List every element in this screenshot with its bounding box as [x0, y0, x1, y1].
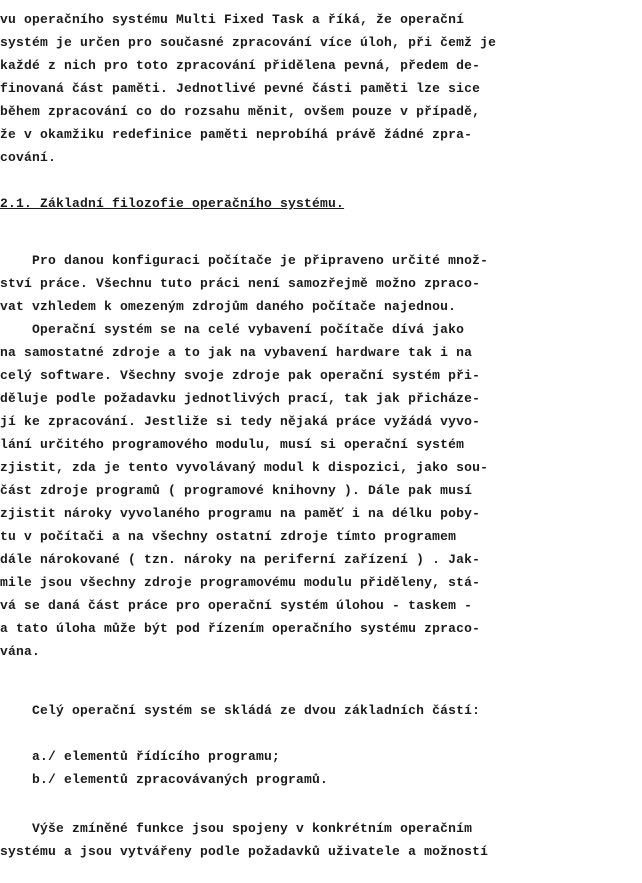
paragraph-line: celý software. Všechny svoje zdroje pak operační systém při-	[0, 368, 481, 383]
paragraph-line: zjistit, zda je tento vyvolávaný modul k dispozici, jako sou-	[0, 460, 489, 475]
paragraph-line: mile jsou všechny zdroje programovému modulu přiděleny, stá-	[0, 575, 481, 590]
paragraph-line: lání určitého programového modulu, musí si operační systém	[0, 437, 465, 452]
paragraph-line: dále nárokované ( tzn. nároky na periferní zařízení ) . Jak-	[0, 552, 481, 567]
paragraph-line: Operační systém se na celé vybavení počítače dívá jako	[0, 322, 465, 337]
paragraph-line: systému a jsou vytvářeny podle požadavků uživatele a možností	[0, 844, 489, 859]
list-item: b./ elementů zpracovávaných programů.	[0, 772, 329, 787]
paragraph-line: vat vzhledem k omezeným zdrojům daného počítače najednou.	[0, 299, 457, 314]
paragraph-line: vá se daná část práce pro operační systém úlohou - taskem -	[0, 598, 473, 613]
paragraph-line: Pro danou konfiguraci počítače je připraveno určité množ-	[0, 253, 489, 268]
paragraph-line: na samostatné zdroje a to jak na vybavení hardware tak i na	[0, 345, 473, 360]
paragraph-line: tu v počítači a na všechny ostatní zdroje tímto programem	[0, 529, 457, 544]
paragraph-line: a tato úloha může být pod řízením operačního systému zpraco-	[0, 621, 481, 636]
paragraph-line: zjistit nároky vyvolaného programu na paměť i na délku poby-	[0, 506, 481, 521]
intro-line: během zpracování co do rozsahu měnit, ovšem pouze v případě,	[0, 104, 481, 119]
paragraph-line: Celý operační systém se skládá ze dvou základních částí:	[0, 703, 481, 718]
list-item: a./ elementů řídícího programu;	[0, 749, 281, 764]
paragraph-line: Výše zmíněné funkce jsou spojeny v konkrétním operačním	[0, 821, 473, 836]
paragraph-line: ství práce. Všechnu tuto práci není samozřejmě možno zpraco-	[0, 276, 481, 291]
intro-line: cování.	[0, 150, 57, 165]
intro-line: systém je určen pro současné zpracování více úloh, při čemž je	[0, 35, 497, 50]
section-heading: 2.1. Základní filozofie operačního systému.	[0, 196, 345, 211]
intro-line: každé z nich pro toto zpracování přidělena pevná, předem de-	[0, 58, 481, 73]
paragraph-line: děluje podle požadavku jednotlivých prací, tak jak přicháze-	[0, 391, 481, 406]
intro-line: vu operačního systému Multi Fixed Task a říká, že operační	[0, 12, 465, 27]
intro-line: finovaná část paměti. Jednotlivé pevné části paměti lze sice	[0, 81, 481, 96]
paragraph-line: část zdroje programů ( programové knihovny ). Dále pak musí	[0, 483, 473, 498]
intro-line: že v okamžiku redefinice paměti neprobíhá právě žádné zpra-	[0, 127, 473, 142]
paragraph-line: vána.	[0, 644, 41, 659]
paragraph-line: jí ke zpracování. Jestliže si tedy nějaká práce vyžádá vyvo-	[0, 414, 481, 429]
